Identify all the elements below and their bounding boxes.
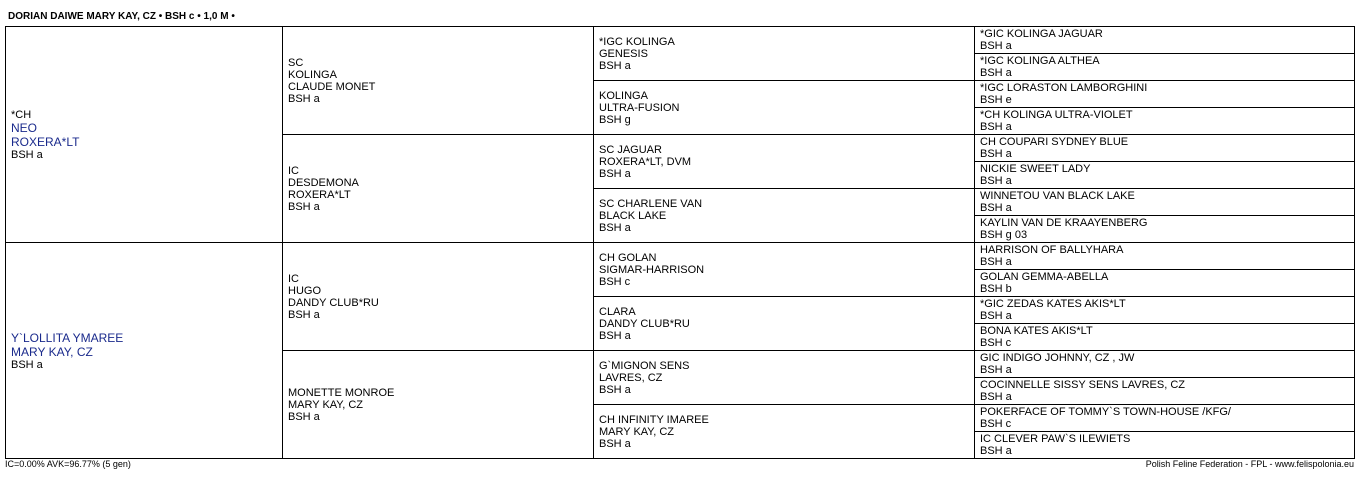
great-great-grandparent-cell [975, 216, 1355, 243]
great-great-grandparent-cell-line: BSH a [980, 40, 1012, 52]
great-great-grandparent-cell-line: BSH e [980, 94, 1012, 106]
great-great-grandparent-cell [975, 108, 1355, 135]
grandparent-cell-line: BSH a [288, 92, 320, 105]
great-great-grandparent-cell-line: BSH a [980, 175, 1012, 187]
great-great-grandparent-cell [975, 135, 1355, 162]
great-grandparent-cell [594, 135, 975, 189]
grandparent-cell-line: DESDEMONA [288, 176, 359, 189]
great-grandparent-cell-line: DANDY CLUB*RU [599, 317, 690, 330]
great-grandparent-cell-line: BSH c [599, 275, 631, 288]
great-great-grandparent-cell-line: *IGC LORASTON LAMBORGHINI [980, 82, 1148, 94]
great-great-grandparent-cell [975, 378, 1355, 405]
great-great-grandparent-cell-line: BSH a [980, 148, 1012, 160]
great-great-grandparent-cell-line: BSH b [980, 283, 1012, 295]
great-great-grandparent-cell-line: CH COUPARI SYDNEY BLUE [980, 136, 1129, 148]
great-great-grandparent-cell-line: NICKIE SWEET LADY [980, 163, 1091, 175]
great-great-grandparent-cell-line: BSH a [980, 202, 1012, 214]
great-grandparent-cell [594, 189, 975, 243]
great-great-grandparent-cell [975, 27, 1355, 54]
grandparent-cell [283, 135, 594, 243]
great-grandparent-cell-line: LAVRES, CZ [599, 371, 663, 384]
dam-cell-breed: BSH a [11, 358, 43, 371]
grandparent-cell [283, 243, 594, 351]
great-grandparent-cell-line: SIGMAR-HARRISON [599, 263, 705, 276]
grandparent-cell-line: ROXERA*LT [288, 188, 351, 201]
great-grandparent-cell-line: CLARA [599, 305, 636, 318]
grandparent-cell [283, 351, 594, 459]
great-great-grandparent-cell-line: *IGC KOLINGA ALTHEA [980, 55, 1100, 67]
pedigree-title: DORIAN DAIWE MARY KAY, CZ • BSH c • 1,0 M • [8, 11, 235, 22]
sire-cell-line: *CH [11, 108, 32, 121]
grandparent-cell-line: HUGO [288, 284, 321, 297]
great-great-grandparent-cell-line: COCINNELLE SISSY SENS LAVRES, CZ [980, 379, 1185, 391]
great-great-grandparent-cell [975, 270, 1355, 297]
great-grandparent-cell [594, 27, 975, 81]
great-great-grandparent-cell [975, 351, 1355, 378]
inbreeding-summary: IC=0.00% AVK=96.77% (5 gen) [5, 459, 131, 469]
great-great-grandparent-cell [975, 243, 1355, 270]
great-grandparent-cell-line: SC JAGUAR [599, 143, 662, 156]
grandparent-cell-line: DANDY CLUB*RU [288, 296, 379, 309]
great-great-grandparent-cell [975, 162, 1355, 189]
great-grandparent-cell-line: ROXERA*LT, DVM [599, 155, 692, 168]
great-grandparent-cell-line: CH INFINITY IMAREE [599, 413, 709, 426]
grandparent-cell-line: IC [288, 164, 299, 177]
great-great-grandparent-cell [975, 297, 1355, 324]
great-great-grandparent-cell [975, 432, 1355, 459]
great-grandparent-cell-line: BSH a [599, 383, 631, 396]
sire-cell [6, 27, 283, 243]
great-grandparent-cell [594, 351, 975, 405]
sire-cell-name: NEO [11, 120, 38, 135]
great-grandparent-cell-line: BSH a [599, 437, 631, 450]
grandparent-cell [283, 27, 594, 135]
great-great-grandparent-cell-line: POKERFACE OF TOMMY`S TOWN-HOUSE /KFG/ [980, 406, 1231, 418]
great-great-grandparent-cell-line: KAYLIN VAN DE KRAAYENBERG [980, 217, 1148, 229]
great-grandparent-cell [594, 243, 975, 297]
dam-cell [6, 243, 283, 459]
great-great-grandparent-cell-line: WINNETOU VAN BLACK LAKE [980, 190, 1135, 202]
great-grandparent-cell-line: ULTRA-FUSION [599, 101, 680, 114]
great-great-grandparent-cell [975, 324, 1355, 351]
great-great-grandparent-cell-line: *GIC ZEDAS KATES AKIS*LT [980, 298, 1126, 310]
great-great-grandparent-cell-line: BSH c [980, 337, 1012, 349]
great-grandparent-cell-line: KOLINGA [599, 89, 648, 102]
great-great-grandparent-cell [975, 405, 1355, 432]
great-great-grandparent-cell-line: BSH a [980, 364, 1012, 376]
great-great-grandparent-cell [975, 81, 1355, 108]
great-great-grandparent-cell [975, 189, 1355, 216]
great-great-grandparent-cell-line: BSH a [980, 391, 1012, 403]
grandparent-cell-line: SC [288, 56, 304, 69]
great-grandparent-cell-line: *IGC KOLINGA [599, 35, 675, 48]
great-grandparent-cell-line: BLACK LAKE [599, 209, 667, 222]
great-great-grandparent-cell-line: BSH c [980, 418, 1012, 430]
great-grandparent-cell [594, 297, 975, 351]
great-great-grandparent-cell-line: BSH a [980, 67, 1012, 79]
great-great-grandparent-cell-line: BSH a [980, 256, 1012, 268]
great-great-grandparent-cell-line: BSH a [980, 121, 1012, 133]
great-grandparent-cell-line: BSH a [599, 329, 631, 342]
grandparent-cell-line: IC [288, 272, 299, 285]
great-great-grandparent-cell-line: GIC INDIGO JOHNNY, CZ , JW [980, 352, 1135, 364]
dam-cell-name: MARY KAY, CZ [11, 344, 93, 359]
federation-credit: Polish Feline Federation - FPL - www.felispolonia.eu [1145, 459, 1354, 469]
great-great-grandparent-cell-line: IC CLEVER PAW`S ILEWIETS [980, 433, 1131, 445]
great-great-grandparent-cell-line: BSH a [980, 310, 1012, 322]
great-great-grandparent-cell [975, 54, 1355, 81]
grandparent-cell-line: BSH a [288, 308, 320, 321]
sire-cell-breed: BSH a [11, 148, 43, 161]
grandparent-cell-line: KOLINGA [288, 68, 337, 81]
pedigree-row [6, 27, 1355, 54]
great-grandparent-cell-line: BSH a [599, 59, 631, 72]
great-grandparent-cell-line: BSH a [599, 221, 631, 234]
pedigree-table [5, 26, 1355, 459]
great-great-grandparent-cell-line: BONA KATES AKIS*LT [980, 325, 1093, 337]
grandparent-cell-line: MONETTE MONROE [288, 386, 395, 399]
great-great-grandparent-cell-line: *GIC KOLINGA JAGUAR [980, 28, 1103, 40]
great-great-grandparent-cell-line: GOLAN GEMMA-ABELLA [980, 271, 1109, 283]
great-grandparent-cell [594, 405, 975, 459]
great-great-grandparent-cell-line: *CH KOLINGA ULTRA-VIOLET [980, 109, 1133, 121]
great-great-grandparent-cell-line: BSH a [980, 445, 1012, 457]
grandparent-cell-line: BSH a [288, 200, 320, 213]
dam-cell-name: Y`LOLLITA YMAREE [11, 330, 124, 345]
great-grandparent-cell-line: BSH g [599, 113, 631, 126]
great-grandparent-cell-line: MARY KAY, CZ [599, 425, 674, 438]
great-grandparent-cell-line: G`MIGNON SENS [599, 359, 690, 372]
grandparent-cell-line: CLAUDE MONET [288, 80, 376, 93]
pedigree-row [6, 243, 1355, 270]
great-grandparent-cell-line: BSH a [599, 167, 631, 180]
great-great-grandparent-cell-line: BSH g 03 [980, 229, 1028, 241]
great-grandparent-cell-line: CH GOLAN [599, 251, 657, 264]
great-grandparent-cell-line: GENESIS [599, 47, 648, 60]
grandparent-cell-line: BSH a [288, 410, 320, 423]
sire-cell-name: ROXERA*LT [11, 134, 80, 149]
great-great-grandparent-cell-line: HARRISON OF BALLYHARA [980, 244, 1124, 256]
great-grandparent-cell-line: SC CHARLENE VAN [599, 197, 703, 210]
grandparent-cell-line: MARY KAY, CZ [288, 398, 363, 411]
great-grandparent-cell [594, 81, 975, 135]
